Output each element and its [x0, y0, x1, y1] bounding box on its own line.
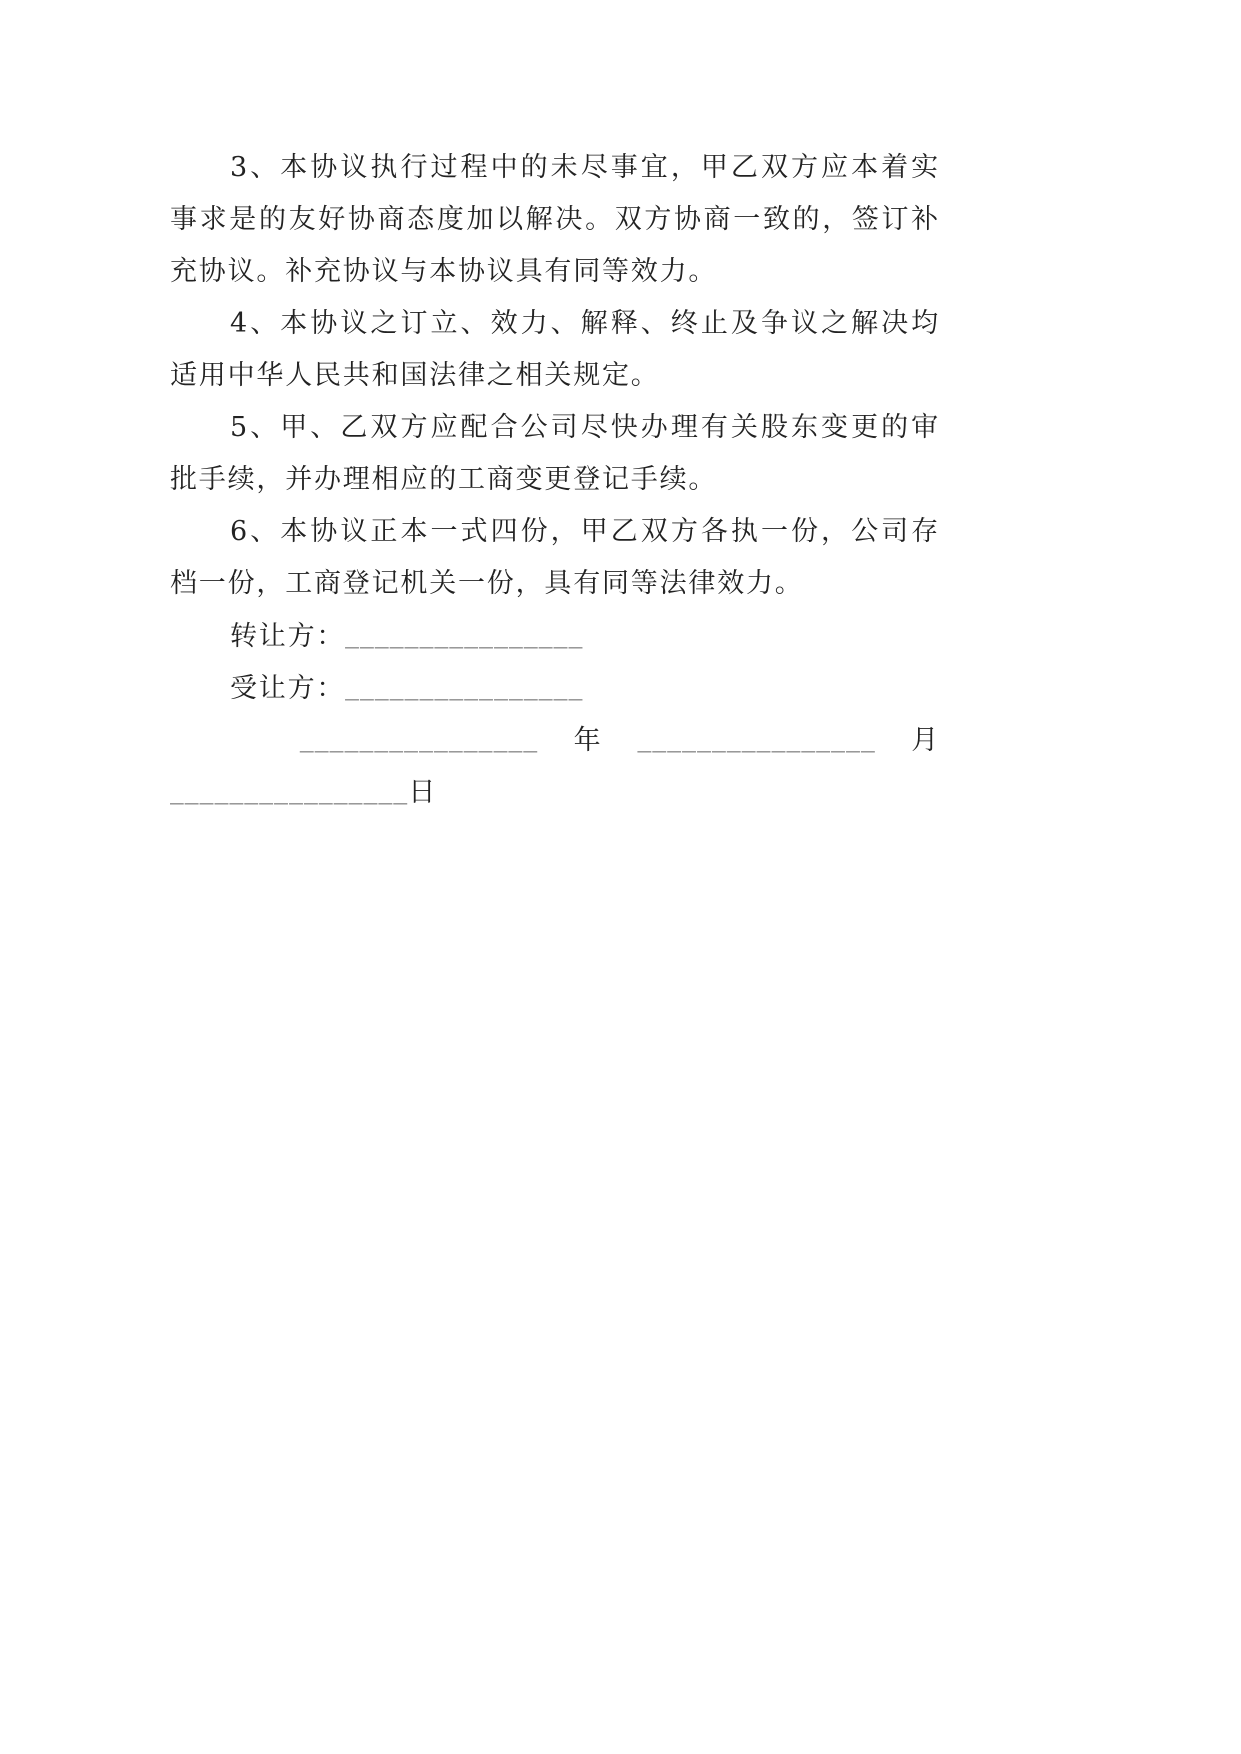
- paragraph-line: 6、本协议正本一式四份，甲乙双方各执一份，公司存: [230, 516, 940, 547]
- day-label: 日: [408, 777, 438, 808]
- clause-3-paragraph: [170, 142, 940, 298]
- paragraph-line: 事求是的友好协商态度加以解决。双方协商一致的，签订补: [170, 204, 940, 235]
- paragraph-line: 批手续，并办理相应的工商变更登记手续。: [170, 464, 718, 495]
- paragraph-line: 4、本协议之订立、效力、解释、终止及争议之解决均: [230, 308, 940, 339]
- transferor-signature-line: [170, 610, 940, 662]
- day-line: [170, 766, 940, 818]
- year-blank: ________________: [300, 725, 539, 755]
- clause-4-paragraph: [170, 298, 940, 402]
- month-blank: ________________: [637, 725, 876, 755]
- document-body: [170, 142, 940, 818]
- year-label: 年: [573, 725, 603, 756]
- transferor-signature-blank: ________________: [345, 621, 584, 651]
- clause-6-paragraph: [170, 506, 940, 610]
- day-blank: ________________: [170, 777, 409, 807]
- paragraph-line: 5、甲、乙双方应配合公司尽快办理有关股东变更的审: [230, 412, 940, 443]
- paragraph-line: 适用中华人民共和国法律之相关规定。: [170, 360, 660, 391]
- paragraph-line: 档一份，工商登记机关一份，具有同等法律效力。: [170, 568, 804, 599]
- transferee-label: 受让方：: [230, 673, 346, 704]
- transferor-label: 转让方：: [230, 621, 346, 652]
- date-line: [170, 714, 940, 766]
- transferee-signature-blank: ________________: [345, 673, 584, 703]
- paragraph-line: 3、本协议执行过程中的未尽事宜，甲乙双方应本着实: [230, 152, 940, 183]
- clause-5-paragraph: [170, 402, 940, 506]
- paragraph-line: 充协议。补充协议与本协议具有同等效力。: [170, 256, 718, 287]
- transferee-signature-line: [170, 662, 940, 714]
- month-label: 月: [911, 725, 940, 756]
